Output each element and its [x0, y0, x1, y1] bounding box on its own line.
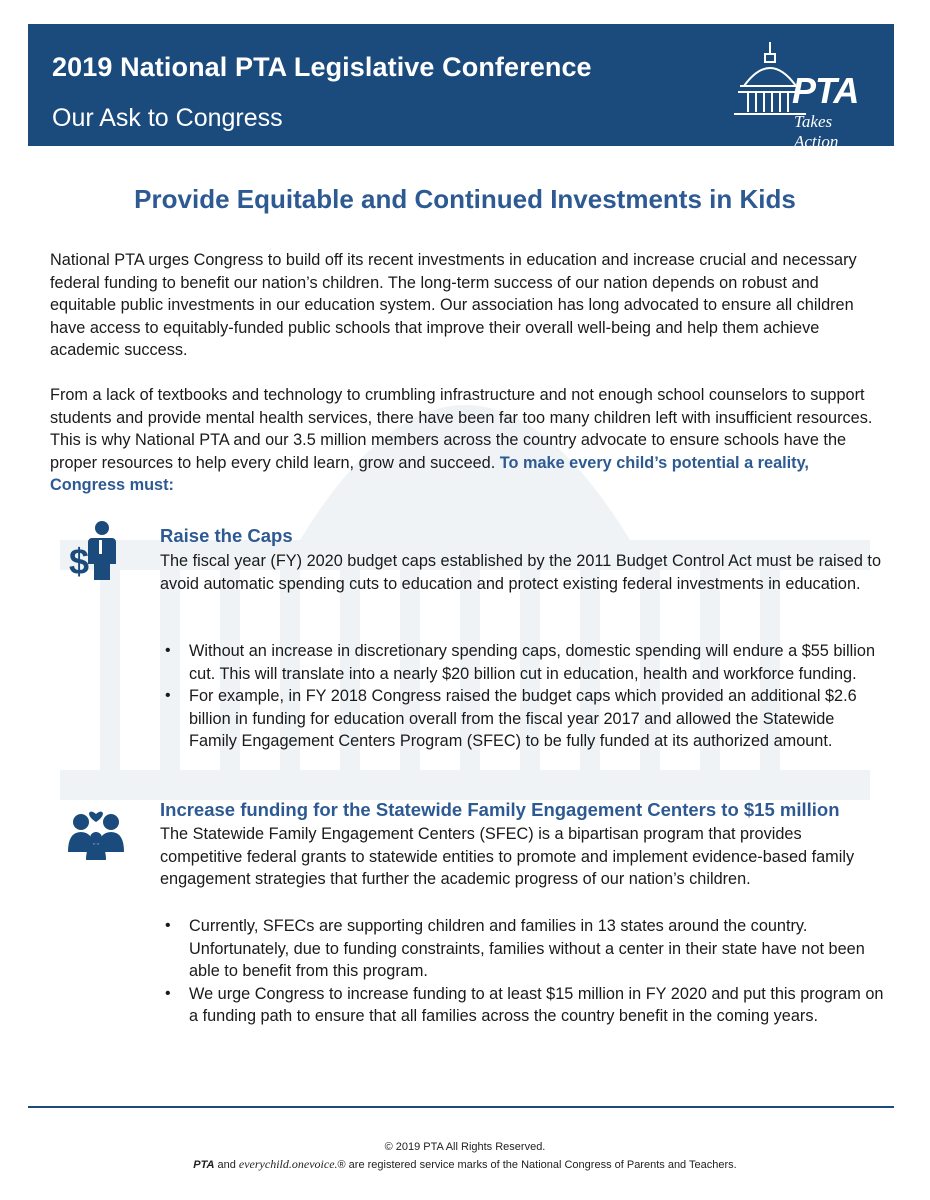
- list-item: • We urge Congress to increase funding to at least $15 million in FY 2020 and put this program on a funding path to ensure that all families across the country benefit in the coming years.: [160, 983, 885, 1028]
- header-banner: [28, 24, 894, 151]
- section-body-sfec: The Statewide Family Engagement Centers (SFEC) is a bipartisan program that provides competitive federal grants to statewide entities to promote and implement evidence-based family engagement strategies that further the academic progress of our nation’s children.: [160, 825, 855, 888]
- trademark-notice: [0, 1157, 930, 1172]
- logo-tagline: Takes Action: [794, 112, 839, 151]
- bullet-list-sfec: [160, 915, 885, 1028]
- list-item: • For example, in FY 2018 Congress raised the budget caps which provided an additional $2.6 billion in funding for education overall from the fiscal year 2017 and allowed the Statewide Family Engagement Centers Program (SFEC) to be fully funded at its authorized amount.: [160, 685, 885, 753]
- svg-text:$: $: [69, 541, 90, 582]
- section-heading-raise-caps: Raise the Caps: [160, 525, 293, 546]
- bullet-list-raise-caps: [160, 640, 885, 753]
- list-item: • Currently, SFECs are supporting children and families in 13 states around the country. Unfortunately, due to funding constraints, families without a center in their state have not been able to benefit from this program.: [160, 915, 885, 983]
- tm-pta-mark: PTA: [193, 1159, 215, 1171]
- section-body-raise-caps: The fiscal year (FY) 2020 budget caps established by the 2011 Budget Control Act must be raised to avoid automatic spending cuts to education and protect existing federal investments in education.: [160, 552, 882, 593]
- tm-and: and: [214, 1159, 239, 1171]
- person-dollar-icon: [68, 520, 120, 582]
- logo-wordmark: PTA: [792, 70, 859, 111]
- second-paragraph: [50, 384, 880, 497]
- second-paragraph-text: From a lack of textbooks and technology to crumbling infrastructure and not enough school counselors to support students and provide mental health services, there have been far too many children left with insufficient resources. This is why National PTA and our 3.5 million members across the country advocate to ensure schools have the proper resources to help every child learn, grow and succeed.: [50, 386, 873, 472]
- list-item: • Without an increase in discretionary spending caps, domestic spending will endure a $55 billion cut. This will translate into a nearly $20 billion cut in education, health and workforce funding.: [160, 640, 885, 685]
- copyright-notice: © 2019 PTA All Rights Reserved.: [384, 1141, 546, 1153]
- header-title: 2019 National PTA Legislative Conference: [52, 52, 592, 82]
- footer-divider: [28, 1106, 894, 1108]
- call-to-action-text: To make every child’s potential a reality, Congress must:: [50, 453, 809, 494]
- main-heading: Provide Equitable and Continued Investments in Kids: [134, 184, 796, 214]
- tm-everychild-mark: everychild.onevoice.: [238, 1157, 338, 1171]
- pta-takes-action-logo: [730, 40, 880, 151]
- section-heading-sfec: Increase funding for the Statewide Family Engagement Centers to $15 million: [160, 799, 840, 820]
- family-heart-icon: [66, 800, 126, 862]
- intro-paragraph: National PTA urges Congress to build off its recent investments in education and increase crucial and necessary federal funding to benefit our nation’s children. The long-term success of our nation depends on robust and equitable public investments in our education system. Our association has long advocated to ensure all children have access to equitably-funded public schools that improve their overall well-being and help them achieve academic success.: [50, 251, 857, 359]
- tm-rest: ® are registered service marks of the National Congress of Parents and Teachers.: [337, 1159, 737, 1171]
- header-subtitle: Our Ask to Congress: [52, 104, 283, 132]
